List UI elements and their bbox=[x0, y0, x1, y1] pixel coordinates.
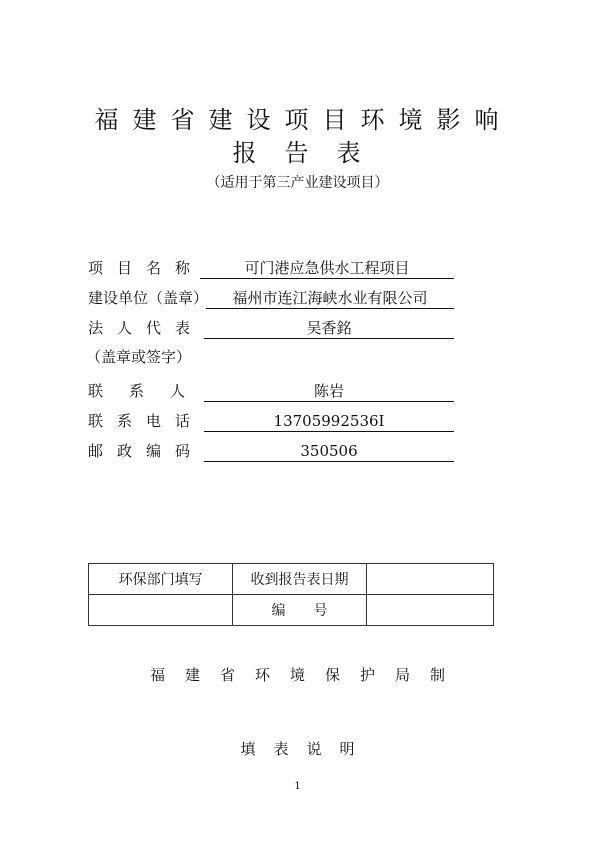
field-contact bbox=[88, 380, 458, 402]
phone-label: 联系电话 bbox=[88, 412, 205, 430]
project-name-value: 可门港应急供水工程项目 bbox=[200, 257, 454, 279]
legal-rep-value: 吴香銘 bbox=[204, 317, 454, 339]
field-legal-rep bbox=[88, 317, 458, 339]
field-phone bbox=[88, 410, 458, 432]
page-number: 1 bbox=[294, 781, 301, 792]
table-row bbox=[89, 564, 494, 595]
received-date-value-cell bbox=[366, 564, 493, 595]
table-row bbox=[89, 595, 494, 626]
contact-value: 陈岩 bbox=[204, 380, 454, 402]
legal-rep-label: 法人代表 bbox=[88, 319, 205, 337]
document-title-line2: 报告表 bbox=[232, 139, 389, 167]
field-postcode bbox=[88, 440, 458, 462]
postcode-value: 350506 bbox=[204, 440, 454, 462]
empty-cell bbox=[89, 595, 233, 626]
document-subtitle: （适用于第三产业建设项目） bbox=[206, 175, 389, 191]
contact-label: 联系人 bbox=[88, 382, 212, 400]
postcode-label: 邮政编码 bbox=[88, 442, 205, 460]
construction-unit-label: 建设单位（盖章） bbox=[88, 289, 209, 307]
received-date-label-cell: 收到报告表日期 bbox=[233, 564, 366, 595]
dept-fill-cell: 环保部门填写 bbox=[89, 564, 233, 595]
phone-value: 13705992536I bbox=[204, 410, 454, 432]
legal-rep-note: （盖章或签字） bbox=[86, 348, 192, 366]
document-title-line1: 福建省建设项目环境影响 bbox=[94, 106, 513, 134]
issuer: 福建省环境保护局制 bbox=[149, 666, 465, 684]
project-name-label: 项目名称 bbox=[88, 259, 205, 277]
field-construction-unit bbox=[88, 287, 458, 309]
number-value-cell bbox=[366, 595, 493, 626]
number-label-cell: 编 号 bbox=[233, 595, 366, 626]
field-project-name bbox=[88, 257, 458, 279]
instructions-title: 填表说明 bbox=[240, 740, 373, 758]
construction-unit-value: 福州市连江海峡水业有限公司 bbox=[206, 287, 454, 309]
environmental-dept-table bbox=[88, 563, 494, 626]
